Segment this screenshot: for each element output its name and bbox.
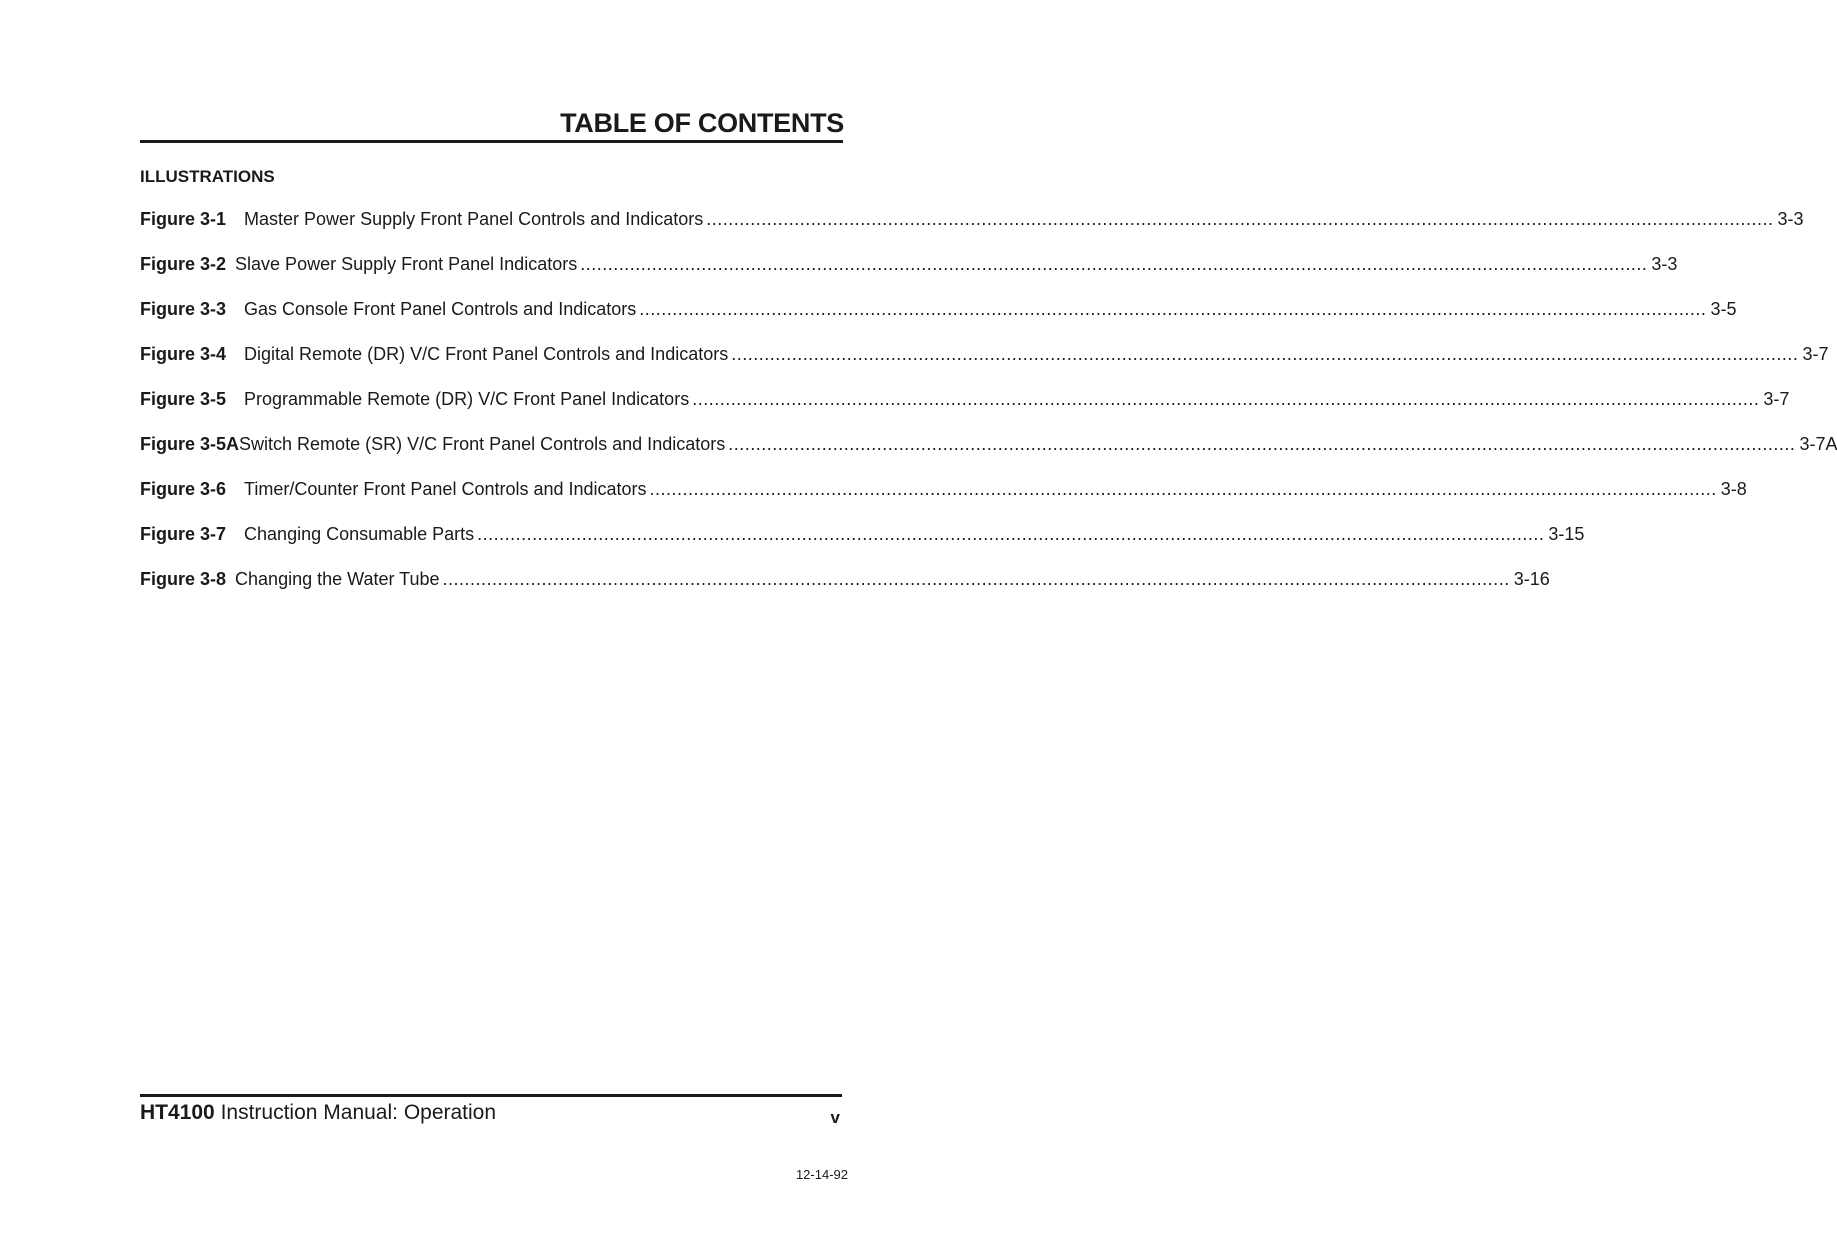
toc-entry-title: Changing the Water Tube [235,569,440,589]
toc-entry-gap [226,344,244,365]
title-rule [140,140,843,143]
toc-entry-leader [443,569,1510,590]
toc-entry-page: 3-7 [1802,344,1829,364]
page-title: TABLE OF CONTENTS [560,108,844,138]
toc-entry-leader [580,254,1647,275]
toc-list [140,209,1837,614]
footer-date: 12-14-92 [795,1167,848,1182]
toc-entry-title: Gas Console Front Panel Controls and Indicators [244,299,637,319]
toc-entry-gap [226,479,244,500]
toc-entry-gap [226,524,244,545]
toc-entry-figure-3-7[interactable] [140,524,1585,569]
toc-entry-figure-3-5a[interactable] [140,434,1837,479]
toc-entry-figure-3-1[interactable] [140,209,1804,254]
toc-entry-page: 3-5 [1710,299,1737,319]
toc-entry-page: 3-3 [1777,209,1804,229]
toc-entry-label: Figure 3-3 [140,299,227,319]
toc-entry-figure-3-2[interactable] [140,254,1678,299]
footer-product-name: HT4100 [140,1101,215,1124]
footer-title [140,1101,496,1125]
section-heading: ILLUSTRATIONS [140,167,275,186]
toc-entry-figure-3-6[interactable] [140,479,1747,524]
toc-entry-page: 3-7 [1763,389,1790,409]
toc-entry-leader [692,389,1759,410]
toc-entry-gap [226,389,244,410]
footer-rule [140,1094,842,1097]
toc-entry-gap [226,299,244,320]
footer-manual-name: Instruction Manual: Operation [220,1101,497,1124]
toc-entry-leader [731,344,1798,365]
toc-entry-page: 3-7A [1799,434,1837,454]
toc-entry-label: Figure 3-1 [140,209,227,229]
toc-entry-figure-3-8[interactable] [140,569,1550,614]
toc-entry-title: Programmable Remote (DR) V/C Front Panel Indicators [244,389,690,409]
toc-entry-label: Figure 3-8 [140,569,227,589]
toc-entry-label: Figure 3-5 [140,389,227,409]
toc-entry-title: Master Power Supply Front Panel Controls and Indicators [244,209,704,229]
toc-entry-page: 3-3 [1651,254,1678,274]
toc-entry-title: Timer/Counter Front Panel Controls and Indicators [244,479,647,499]
toc-entry-label: Figure 3-5A [140,434,240,454]
toc-entry-page: 3-8 [1720,479,1747,499]
footer-page-number: v [830,1108,840,1127]
toc-entry-label: Figure 3-4 [140,344,227,364]
toc-entry-leader [639,299,1706,320]
toc-entry-title: Changing Consumable Parts [244,524,475,544]
toc-entry-figure-3-3[interactable] [140,299,1737,344]
toc-entry-page: 3-16 [1513,569,1550,589]
toc-entry-gap [226,209,244,230]
toc-entry-gap [226,569,235,590]
toc-entry-figure-3-5[interactable] [140,389,1790,434]
toc-entry-leader [477,524,1544,545]
toc-entry-label: Figure 3-6 [140,479,227,499]
toc-entry-leader [650,479,1717,500]
toc-entry-figure-3-4[interactable] [140,344,1829,389]
toc-entry-leader [728,434,1795,455]
toc-entry-label: Figure 3-2 [140,254,227,274]
toc-entry-page: 3-15 [1548,524,1585,544]
toc-entry-title: Digital Remote (DR) V/C Front Panel Controls and Indicators [244,344,729,364]
toc-entry-label: Figure 3-7 [140,524,227,544]
toc-entry-leader [706,209,1773,230]
toc-entry-gap [226,254,235,275]
toc-entry-title: Slave Power Supply Front Panel Indicators [235,254,578,274]
toc-entry-title: Switch Remote (SR) V/C Front Panel Controls and Indicators [239,434,726,454]
